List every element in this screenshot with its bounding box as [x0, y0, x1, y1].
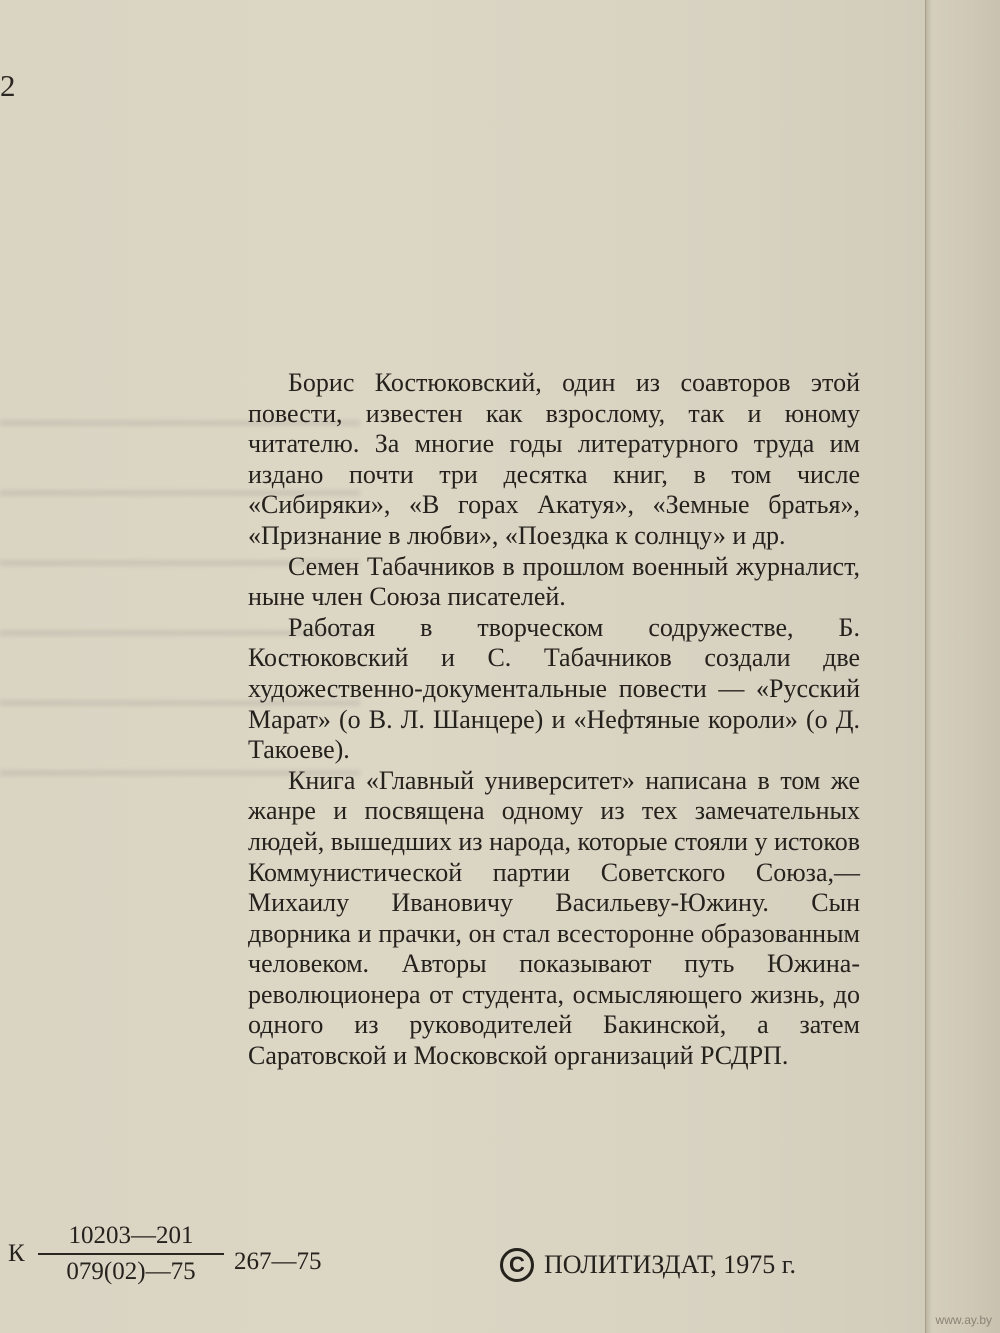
- annotation-text: [248, 368, 860, 1072]
- copyright-icon: C: [500, 1248, 534, 1282]
- page-number: 2: [0, 68, 16, 103]
- annotation-paragraph: Семен Табачников в прошлом военный журналист, ныне член Союза писателей.: [248, 551, 860, 612]
- index-letter: К: [8, 1240, 25, 1267]
- annotation-paragraph: Борис Костюковский, один из соавторов этой повести, известен как взрослому, так и юному читателю. За многие годы литературного труда им издано почти три десятка книг, в том числе «Сибиряки», «В горах Акатуя», «Земные братья», «Признание в любви», «Поездка к солнцу» и др.: [248, 368, 860, 550]
- copyright-line: [500, 1248, 796, 1282]
- watermark: www.ay.by: [935, 1313, 992, 1327]
- catalog-number: 267—75: [234, 1248, 322, 1275]
- catalog-index: [8, 1222, 348, 1292]
- index-numerator: 10203—201: [68, 1222, 194, 1249]
- fraction-rule: [38, 1253, 224, 1255]
- index-denominator: 079(02)—75: [66, 1258, 196, 1285]
- annotation-paragraph: Книга «Главный университет» написана в том же жанре и посвящена одному из тех замечательных людей, вышедших из народа, которые стояли у истоков Коммунистической партии Советского Союза,— Михаилу Ивановичу Васильеву-Южину. Сын дворника и прачки, он стал всесторонне образованным человеком. Авторы показывают путь Южина-революционера от студента, осмысляющего жизнь, до одного из руководителей Бакинской, а затем Саратовской и Московской организаций РСДРП.: [248, 765, 861, 1071]
- publisher-text: ПОЛИТИЗДАТ, 1975 г.: [544, 1250, 797, 1279]
- annotation-paragraph: Работая в творческом содружестве, Б. Костюковский и С. Табачников создали две художественно-документальные повести — «Русский Марат» (о В. Л. Шанцере) и «Нефтяные короли» (о Д. Такоеве).: [248, 612, 860, 765]
- adjacent-page-edge: [925, 0, 1000, 1333]
